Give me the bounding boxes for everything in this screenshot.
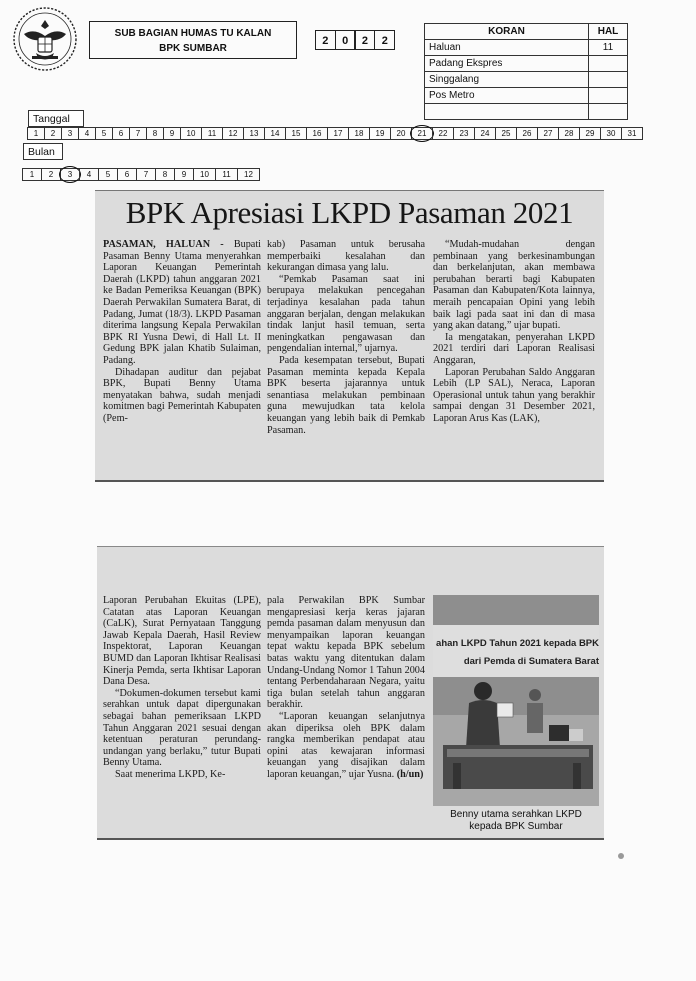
table-row <box>425 56 628 72</box>
day-cell: 4 <box>78 127 96 140</box>
year-digit: 2 <box>315 30 336 50</box>
newspaper-name: Singgalang <box>425 72 589 88</box>
page-number <box>589 56 628 72</box>
page-number: 11 <box>589 40 628 56</box>
month-cell: 3 <box>60 168 80 181</box>
month-cell: 8 <box>155 168 175 181</box>
month-cell: 9 <box>174 168 194 181</box>
newspaper-table <box>424 23 628 120</box>
article-photo <box>433 595 599 806</box>
paragraph: pala Perwakilan BPK Sumbar mengapresiasi kerja keras jajaran pemda pasaman dalam menyusun dan menyampaikan laporan keuangan tepat waktu kepada BPK sebelum batas waktu yang ditentukan dalam Undang-Undang Nomor 1 Tahun 2004 tentang Perbendaharaan Negara, yaitu tiga bulan setelah tahun anggaran berakhir. <box>267 595 425 711</box>
newspaper-name: Haluan <box>425 40 589 56</box>
day-cell: 30 <box>600 127 622 140</box>
month-cell: 11 <box>215 168 238 181</box>
table-row <box>425 88 628 104</box>
scan-speck <box>618 853 624 859</box>
day-cell: 28 <box>558 127 580 140</box>
day-cell: 24 <box>474 127 496 140</box>
newspaper-name: Padang Ekspres <box>425 56 589 72</box>
day-selector <box>28 127 643 140</box>
paragraph: kab) Pasaman untuk berusaha memperbaiki kesalahan dan kekurangan dimasa yang lalu. <box>267 239 425 274</box>
day-cell: 13 <box>243 127 265 140</box>
day-cell: 14 <box>264 127 286 140</box>
page-number <box>589 88 628 104</box>
day-cell: 10 <box>180 127 202 140</box>
article-column-4 <box>103 595 261 781</box>
photo-banner <box>434 635 599 671</box>
year-digit: 2 <box>374 30 395 50</box>
article-column-5 <box>267 595 425 781</box>
newspaper-name <box>425 104 589 120</box>
day-cell: 17 <box>327 127 349 140</box>
paragraph: Pada kesempatan tersebut, Bupati Pasaman meminta kepada Kepala BPK beserta jajarannya untuk senantiasa melakukan pembinaan guna mewujudkan tata kelola keuangan yang lebih baik di Pemkab Pasaman. <box>267 354 425 436</box>
signoff: (h/un) <box>396 768 424 780</box>
month-cell: 12 <box>237 168 260 181</box>
paragraph: Laporan Perubahan Saldo Anggaran Lebih (LP SAL), Neraca, Laporan Operasional untuk tahun yang berakhir sampai dengan 31 Desember 2021, Laporan Arus Kas (LAK), <box>433 366 595 424</box>
article-clipping-top <box>95 190 604 482</box>
dateline: PASAMAN, HALUAN - <box>103 239 224 250</box>
day-cell: 5 <box>95 127 113 140</box>
month-cell: 5 <box>98 168 118 181</box>
month-cell: 10 <box>193 168 216 181</box>
tanggal-label: Tanggal <box>28 110 84 127</box>
newspaper-name: Pos Metro <box>425 88 589 104</box>
paragraph: Ia mengatakan, penyerahan LKPD 2021 terdiri dari Laporan Realisasi Anggaran, <box>433 331 595 366</box>
year-box <box>316 30 395 50</box>
day-cell: 27 <box>537 127 559 140</box>
month-cell: 4 <box>79 168 99 181</box>
bulan-label: Bulan <box>23 143 63 160</box>
paragraph: Dihadapan auditur dan pejabat BPK, Bupati Benny Utama menyatakan bahwa, sudah menjadi komitmen bagi Pemerintah Kabupaten (Pem- <box>103 366 261 424</box>
photo-banner-line-1: ahan LKPD Tahun 2021 kepada BPK <box>436 638 599 649</box>
day-cell: 20 <box>390 127 412 140</box>
photo-caption: Benny utama serahkan LKPD kepada BPK Sumbar <box>450 809 582 832</box>
day-cell: 12 <box>222 127 244 140</box>
hal-header: HAL <box>589 24 628 40</box>
day-cell: 29 <box>579 127 601 140</box>
table-row <box>425 40 628 56</box>
article-column-1 <box>103 239 261 425</box>
paragraph: Saat menerima LKPD, Ke- <box>115 768 226 780</box>
day-cell: 2 <box>44 127 62 140</box>
koran-header: KORAN <box>425 24 589 40</box>
day-cell: 23 <box>453 127 475 140</box>
month-cell: 1 <box>22 168 42 181</box>
article-headline: BPK Apresiasi LKPD Pasaman 2021 <box>125 195 574 230</box>
day-cell: 1 <box>27 127 45 140</box>
department-line-2: BPK SUMBAR <box>159 43 227 54</box>
day-cell: 21 <box>411 127 433 140</box>
page-number <box>589 104 628 120</box>
paragraph: “Mudah-mudahan dengan pembinaan yang berkesinambungan dan berkelanjutan, akan membawa perubahan berarti bagi Kabupaten Pasaman dan Kabupaten/Kota lainnya, meraih pencapaian Opini yang lebih baik lagi pada saat ini dan di masa yang akan datang,” ujar bupati. <box>433 239 595 332</box>
day-cell: 16 <box>306 127 328 140</box>
day-cell: 8 <box>146 127 164 140</box>
photo-banner-line-2: dari Pemda di Sumatera Barat <box>463 656 599 667</box>
day-cell: 31 <box>621 127 643 140</box>
paragraph: Bupati Pasaman Benny Utama menyerahkan Laporan Keuangan Pemerintah Daerah (LKPD) tahun anggaran 2021 ke Badan Pemeriksa Keuangan (BPK) Daerah Perwakilan Sumatera Barat, di Padang, Jumat (18/3). LKPD Pasaman diterima langsung Kepala Perwakilan BPK RI Yusna Dewi, di Hall Lt. II Gedung BPK jalan Khatib Sulaiman, Padang. <box>103 239 261 366</box>
month-cell: 6 <box>117 168 137 181</box>
department-box <box>89 21 297 59</box>
day-cell: 7 <box>129 127 147 140</box>
article-column-3 <box>433 239 595 425</box>
paragraph: “Laporan keuangan selanjutnya akan diperiksa oleh BPK dalam rangka memberikan pendapat atau opini atas kewajaran informasi keuangan yang disajikan dalam laporan keuangan,” ujar Yusna. <box>267 710 425 780</box>
day-cell: 11 <box>201 127 223 140</box>
paragraph: “Dokumen-dokumen tersebut kami serahkan untuk dapat dipergunakan sebagai bahan pemeriksaan LKPD Tahun Anggaran 2021 sesuai dengan ketentuan peraturan perundang-undangan yang berlaku,” tutur Bupati Benny Utama. <box>103 687 261 769</box>
day-cell: 3 <box>61 127 79 140</box>
article-column-2 <box>267 239 425 436</box>
month-cell: 2 <box>41 168 61 181</box>
garuda-emblem-icon <box>12 6 78 72</box>
day-cell: 6 <box>112 127 130 140</box>
paragraph: “Pemkab Pasaman saat ini berupaya melakukan pencegahan terjadinya kesalahan pada tahun anggaran berjalan, dengan melakukan tindak lanjut hasil temuan, serta meningkatkan pengawasan dan pengendalian internal,” ujarnya. <box>267 273 425 355</box>
table-row <box>425 104 628 120</box>
month-cell: 7 <box>136 168 156 181</box>
day-cell: 9 <box>163 127 181 140</box>
department-line-1: SUB BAGIAN HUMAS TU KALAN <box>114 28 272 39</box>
day-cell: 15 <box>285 127 307 140</box>
day-cell: 19 <box>369 127 391 140</box>
day-cell: 25 <box>495 127 517 140</box>
day-cell: 18 <box>348 127 370 140</box>
day-cell: 22 <box>432 127 454 140</box>
paragraph: Laporan Perubahan Ekuitas (LPE), Catatan atas Laporan Keuangan (CaLK), Surat Pernyataan Tanggung Jawab Kepala Daerah, Hasil Review Inspektorat, Laporan Keuangan BUMD dan Laporan Ikhtisar Realisasi Kinerja Pemda, serta Ikhtisar Laporan Dana Desa. <box>103 595 261 688</box>
day-cell: 26 <box>516 127 538 140</box>
table-row <box>425 72 628 88</box>
year-digit: 0 <box>335 30 356 50</box>
article-clipping-bottom <box>97 546 604 840</box>
month-selector <box>23 168 260 181</box>
year-digit: 2 <box>354 30 375 50</box>
page-number <box>589 72 628 88</box>
